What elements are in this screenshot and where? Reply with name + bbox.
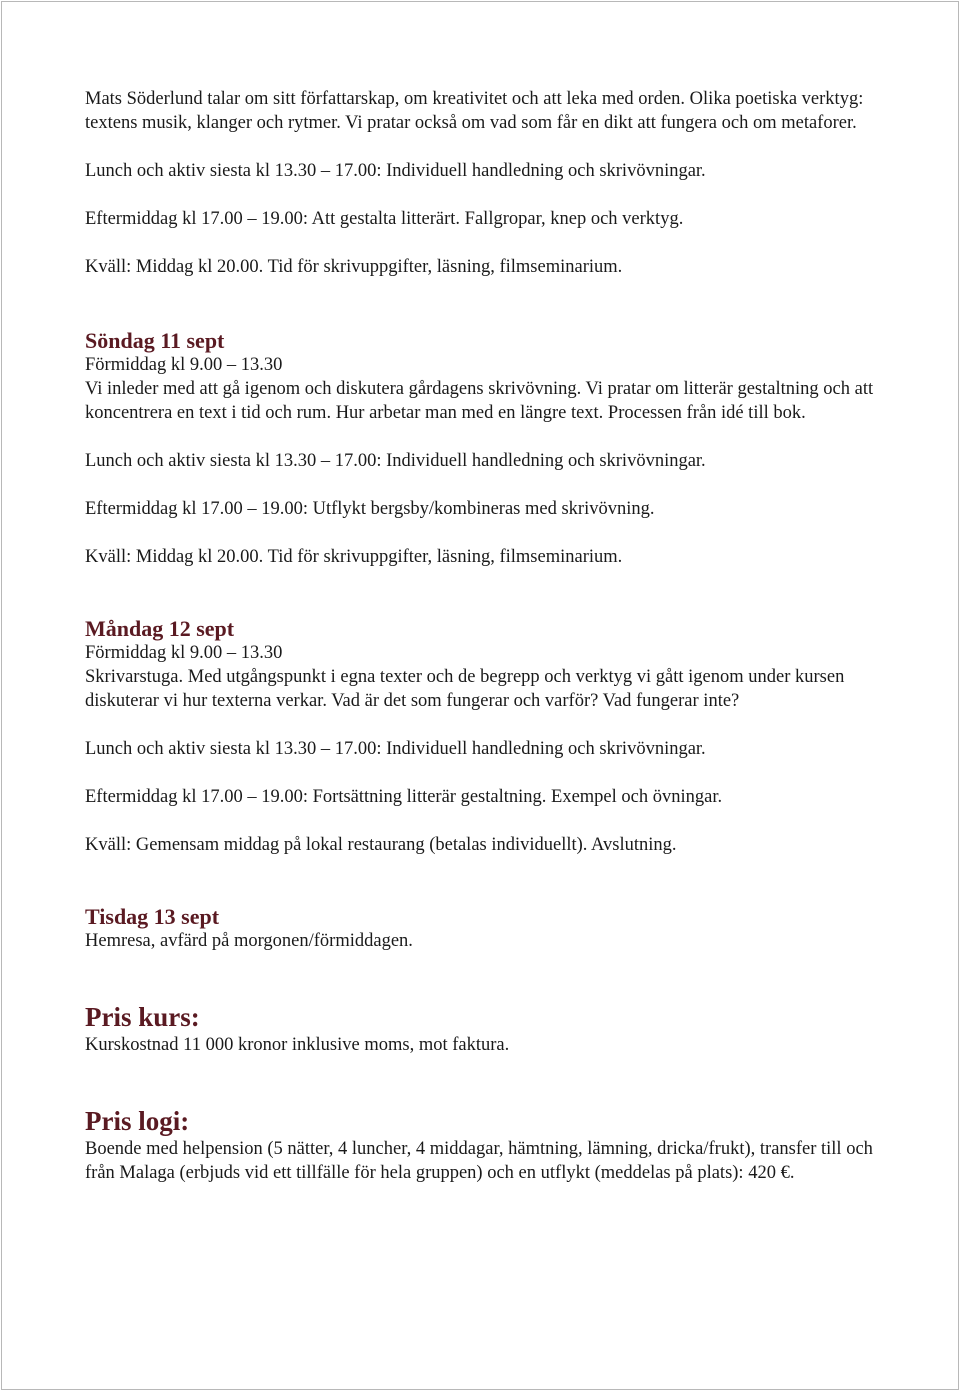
monday-morning-time: Förmiddag kl 9.00 – 13.30 — [85, 643, 283, 663]
price-lodging-heading: Pris logi: — [85, 1106, 190, 1136]
intro-evening: Kväll: Middag kl 20.00. Tid för skrivuppgifter, läsning, filmseminarium. — [85, 257, 623, 277]
sunday-morning-time: Förmiddag kl 9.00 – 13.30 — [85, 355, 283, 375]
sunday-lunch: Lunch och aktiv siesta kl 13.30 – 17.00: Individuell handledning och skrivövningar. — [85, 451, 706, 471]
tuesday-heading: Tisdag 13 sept — [85, 904, 220, 929]
monday-lunch: Lunch och aktiv siesta kl 13.30 – 17.00: Individuell handledning och skrivövningar. — [85, 739, 706, 759]
sunday-evening: Kväll: Middag kl 20.00. Tid för skrivuppgifter, läsning, filmseminarium. — [85, 547, 623, 567]
document-page — [1, 1, 959, 1390]
price-course-text: Kurskostnad 11 000 kronor inklusive moms, mot faktura. — [85, 1035, 510, 1055]
sunday-afternoon: Eftermiddag kl 17.00 – 19.00: Utflykt bergsby/kombineras med skrivövning. — [85, 499, 655, 519]
intro-afternoon: Eftermiddag kl 17.00 – 19.00: Att gestalta litterärt. Fallgropar, knep och verktyg. — [85, 209, 684, 229]
monday-morning-text: Skrivarstuga. Med utgångspunkt i egna texter och de begrepp och verktyg vi gått igenom under kursen diskuterar vi hur texterna verkar. Vad är det som fungerar och varför? Vad fungerar inte? — [85, 667, 845, 711]
monday-heading: Måndag 12 sept — [85, 616, 235, 641]
intro-paragraph: Mats Söderlund talar om sitt författarskap, om kreativitet och att leka med orden. Olika poetiska verktyg: textens musik, klanger och rytmer. Vi pratar också om vad som får en dikt att fungera och om metaforer. — [85, 89, 864, 133]
tuesday-text: Hemresa, avfärd på morgonen/förmiddagen. — [85, 931, 413, 951]
document-content — [85, 87, 875, 1185]
sunday-morning-text: Vi inleder med att gå igenom och diskutera gårdagens skrivövning. Vi pratar om litterär gestaltning och att koncentrera en text i tid och rum. Hur arbetar man med en längre text. Processen från idé till bok. — [85, 379, 874, 423]
intro-lunch: Lunch och aktiv siesta kl 13.30 – 17.00: Individuell handledning och skrivövningar. — [85, 161, 706, 181]
sunday-heading: Söndag 11 sept — [85, 328, 225, 353]
monday-evening: Kväll: Gemensam middag på lokal restaurang (betalas individuellt). Avslutning. — [85, 835, 677, 855]
monday-afternoon: Eftermiddag kl 17.00 – 19.00: Fortsättning litterär gestaltning. Exempel och övningar. — [85, 787, 723, 807]
price-course-heading: Pris kurs: — [85, 1002, 200, 1032]
price-lodging-text: Boende med helpension (5 nätter, 4 luncher, 4 middagar, hämtning, lämning, dricka/frukt), transfer till och från Malaga (erbjuds vid ett tillfälle för hela gruppen) och en utflykt (meddelas på plats): 420 €. — [85, 1139, 873, 1183]
